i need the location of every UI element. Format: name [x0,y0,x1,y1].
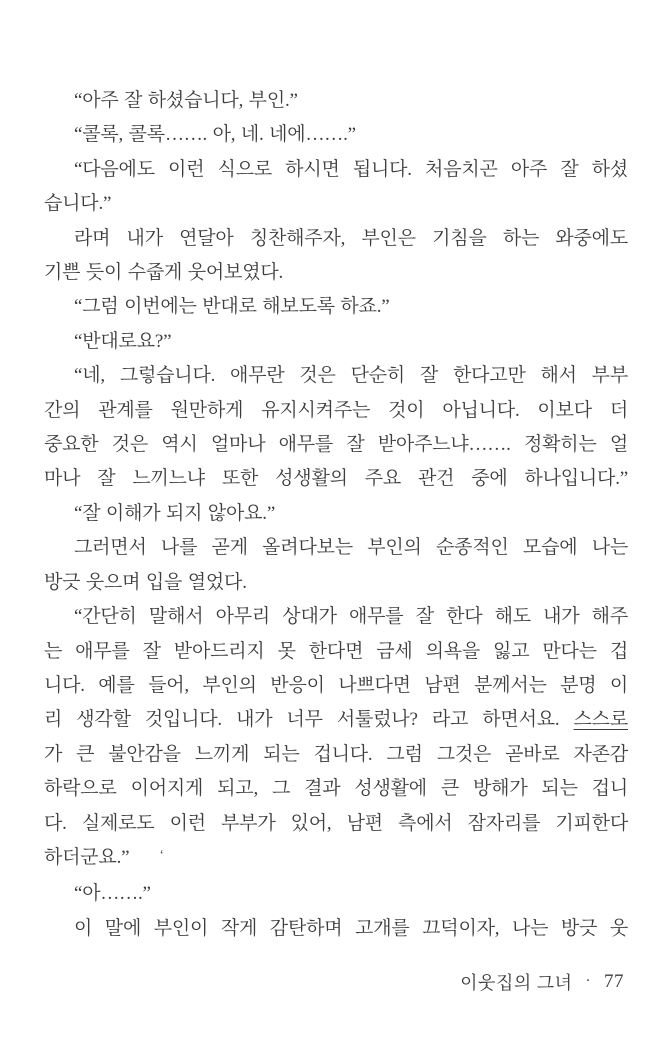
page-text-block [44,84,628,946]
line-text: “반대로요?” [74,330,172,352]
line-text: “콜록, 콜록……. 아, 네. 네에…….” [74,124,356,146]
line-text: 는 애무를 잘 받아드리지 못 한다면 금세 의욕을 잃고 만다는 겁 [44,640,628,662]
text-line [44,531,628,565]
text-line [44,153,628,187]
text-line [44,497,628,531]
text-line [44,256,628,290]
line-text: 마나 잘 느끼느냐 또한 성생활의 주요 관건 중에 하나입니다.” [44,468,628,490]
line-text: 기쁜 듯이 수줍게 웃어보였다. [44,262,284,284]
text-line [44,877,628,911]
text-line [44,462,628,496]
text-line [44,428,628,462]
line-text: 다. 실제로도 이런 부부가 있어, 남편 측에서 잠자리를 기피한다 [44,812,628,834]
line-text: 라며 내가 연달아 칭찬해주자, 부인은 기침을 하는 와중에도 [74,227,628,249]
line-text: 그러면서 나를 곧게 올려다보는 부인의 순종적인 모습에 나는 [74,537,628,559]
line-text: 간의 관계를 원만하게 유지시켜주는 것이 아닙니다. 이보다 더 [44,399,628,421]
text-line [44,290,628,324]
line-text: “잘 이해가 되지 않아요.” [74,502,276,524]
line-text: 가 큰 불안감을 느끼게 되는 겁니다. 그럼 그것은 곧바로 자존감 [44,743,628,765]
text-line [44,669,628,703]
line-text: “간단히 말해서 아무리 상대가 애무를 잘 한다 해도 내가 해주 [74,606,628,628]
line-text: 중요한 것은 역시 얼마나 애무를 잘 받아주느냐……. 정확히는 얼 [44,434,628,456]
text-line [44,912,628,946]
text-line [44,325,628,359]
text-line [44,738,628,772]
text-line [44,222,628,256]
line-text: 방긋 웃으며 입을 열었다. [44,571,247,593]
text-line [44,807,628,841]
text-line [44,394,628,428]
footer-separator-dot: · [585,972,591,989]
line-text: 니다. 예를 들어, 부인의 반응이 나쁘다면 남편 분께서는 분명 이 [44,674,628,696]
line-text: “아주 잘 하셨습니다, 부인.” [74,90,298,111]
text-line [44,703,628,737]
page-footer [460,969,624,995]
text-line [44,635,628,669]
text-line [44,841,628,877]
page-number: 77 [604,971,624,992]
line-text: 습니다.” [44,193,112,215]
line-text: “다음에도 이런 식으로 하시면 됩니다. 처음치곤 아주 잘 하셨 [74,158,628,180]
line-text: “네, 그렇습니다. 애무란 것은 단순히 잘 한다고만 해서 부부 [74,365,628,387]
line-text: 리 생각할 것입니다. 내가 너무 서툴렀나? 라고 하면서요. [44,709,574,731]
text-line [44,118,628,152]
text-line [44,359,628,393]
text-line [44,600,628,634]
line-text: 하더군요.” [44,846,130,868]
line-text: 하락으로 이어지게 되고, 그 결과 성생활에 큰 방해가 되는 겁니 [44,778,628,800]
text-line [44,772,628,806]
running-title: 이웃집의 그녀 [460,973,573,993]
underlined-word: 스스로 [573,709,628,731]
text-line [44,566,628,600]
text-line [44,187,628,221]
line-text: 이 말에 부인이 작게 감탄하며 고개를 끄덕이자, 나는 방긋 웃 [74,917,628,939]
line-text: “아…….” [74,883,151,905]
text-line [44,84,628,118]
line-text: “그럼 이번에는 반대로 해보도록 하죠.” [74,296,390,318]
stray-mark: ʻ [159,847,164,863]
